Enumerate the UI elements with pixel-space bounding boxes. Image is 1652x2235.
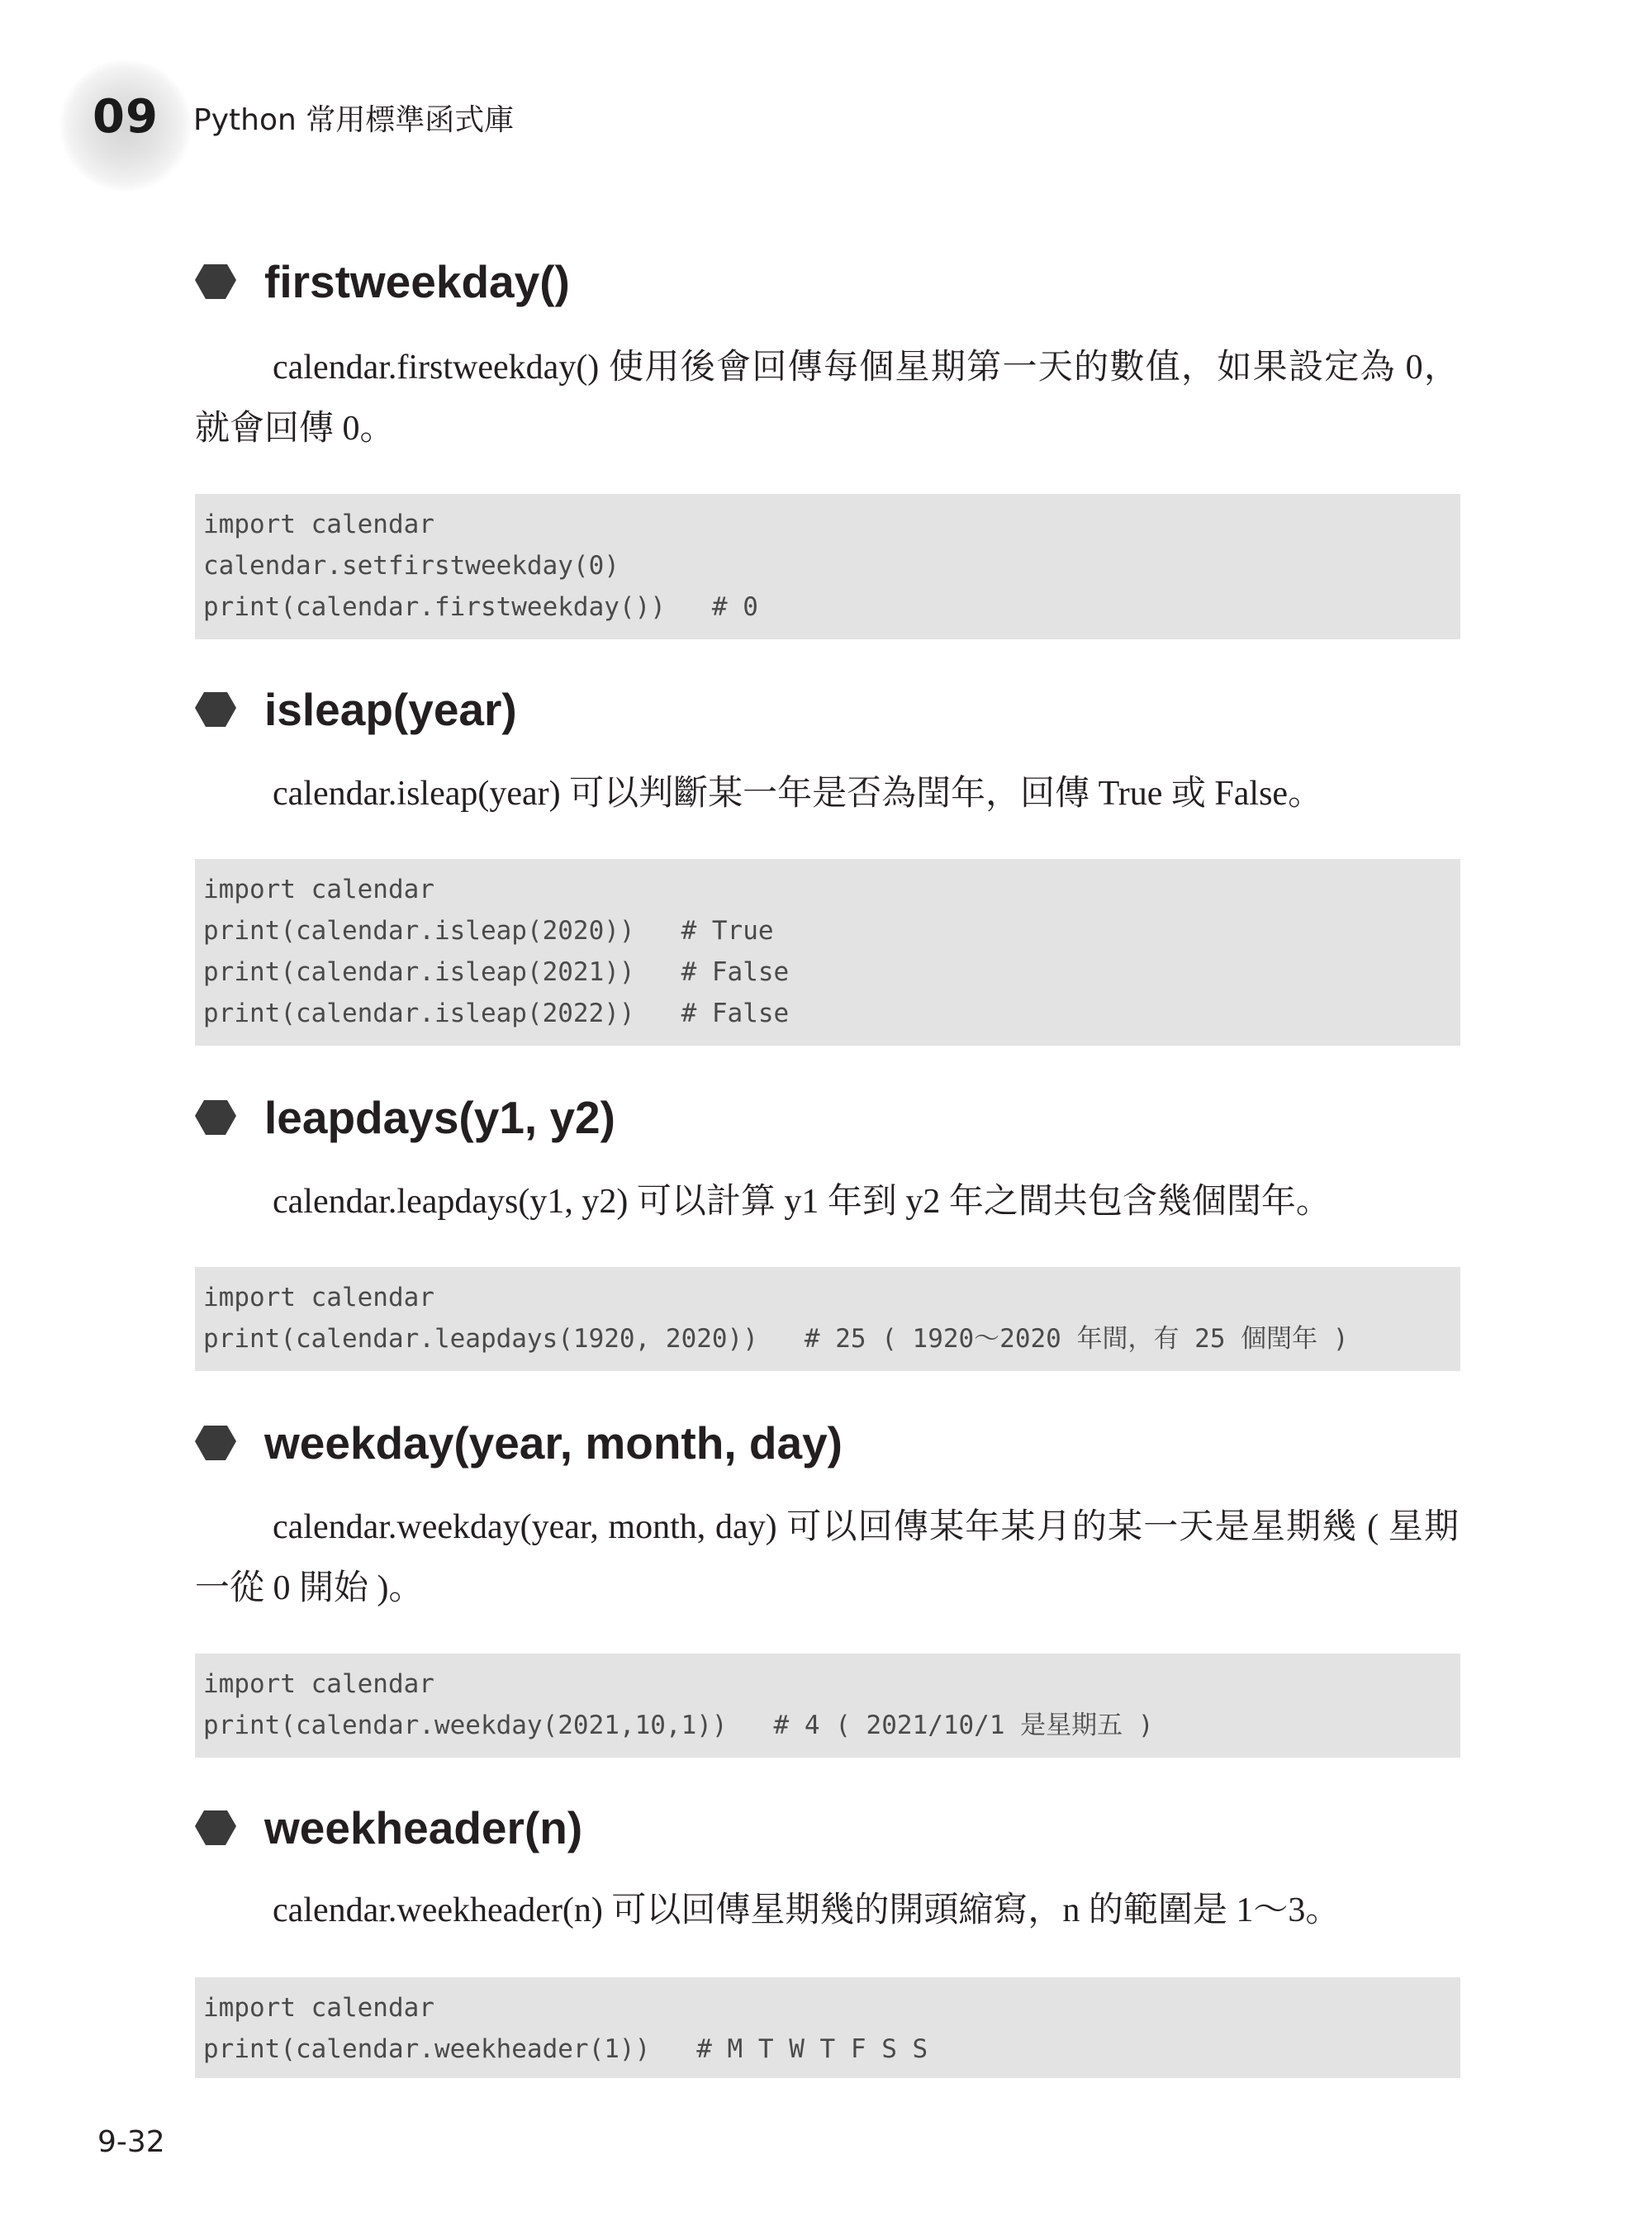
code-line: import calendar (203, 1283, 434, 1312)
section-paragraph: calendar.weekheader(n) 可以回傳星期幾的開頭縮寫，n 的範圍是 1～3。 (273, 1891, 1341, 1929)
code-line: calendar.setfirstweekday(0) (203, 551, 620, 581)
code-line: print(calendar.weekheader(1)) # M T W T F S S (203, 2034, 928, 2064)
code-line: print(calendar.isleap(2021)) # False (203, 957, 790, 987)
section-heading-weekday (198, 1414, 843, 1472)
code-line: print(calendar.leapdays(1920, 2020)) # 25 ( 1920～2020 年間，有 25 個閏年 ) (203, 1324, 1349, 1354)
section-paragraph: calendar.firstweekday() 使用後會回傳每個星期第一天的數值，如果設定為 0，就會回傳 0。 (195, 349, 1459, 448)
section-paragraph: calendar.weekday(year, month, day) 可以回傳某年某月的某一天是星期幾 ( 星期一從 0 開始 )。 (195, 1508, 1459, 1607)
section-heading-leapdays (198, 1089, 615, 1146)
code-block (195, 1977, 1460, 2078)
heading-text: weekheader(n) (264, 1801, 583, 1853)
code-block (195, 859, 1460, 1046)
code-line: print(calendar.isleap(2020)) # True (203, 916, 774, 946)
heading-text: weekday(year, month, day) (264, 1416, 843, 1469)
page-number: 9-32 (97, 2125, 165, 2159)
pentagon-bullet-icon (195, 692, 236, 727)
heading-text: firstweekday() (264, 255, 570, 307)
heading-text: isleap(year) (264, 683, 517, 735)
code-line: print(calendar.isleap(2022)) # False (203, 999, 790, 1028)
pentagon-bullet-icon (195, 264, 236, 299)
chapter-number: 09 (93, 90, 159, 144)
code-block (195, 1654, 1460, 1758)
code-line: print(calendar.weekday(2021,10,1)) # 4 ( 2021/10/1 是星期五 ) (203, 1711, 1154, 1740)
heading-text: leapdays(y1, y2) (264, 1091, 615, 1143)
pentagon-bullet-icon (195, 1426, 236, 1460)
pentagon-bullet-icon (195, 1810, 236, 1845)
pentagon-bullet-icon (195, 1100, 236, 1135)
section-paragraph: calendar.isleap(year) 可以判斷某一年是否為閏年，回傳 True 或 False。 (273, 775, 1323, 813)
section-heading-firstweekday (198, 253, 570, 311)
code-line: import calendar (203, 1669, 434, 1699)
code-block (195, 1267, 1460, 1371)
section-heading-isleap (198, 681, 517, 738)
section-heading-weekheader (198, 1799, 582, 1857)
code-line: import calendar (203, 875, 434, 904)
chapter-title: Python 常用標準函式庫 (193, 103, 515, 137)
code-line: import calendar (203, 510, 434, 539)
code-line: print(calendar.firstweekday()) # 0 (203, 592, 758, 622)
code-block (195, 494, 1460, 639)
section-paragraph: calendar.leapdays(y1, y2) 可以計算 y1 年到 y2 年之間共包含幾個閏年。 (273, 1183, 1331, 1221)
code-line: import calendar (203, 1993, 434, 2023)
